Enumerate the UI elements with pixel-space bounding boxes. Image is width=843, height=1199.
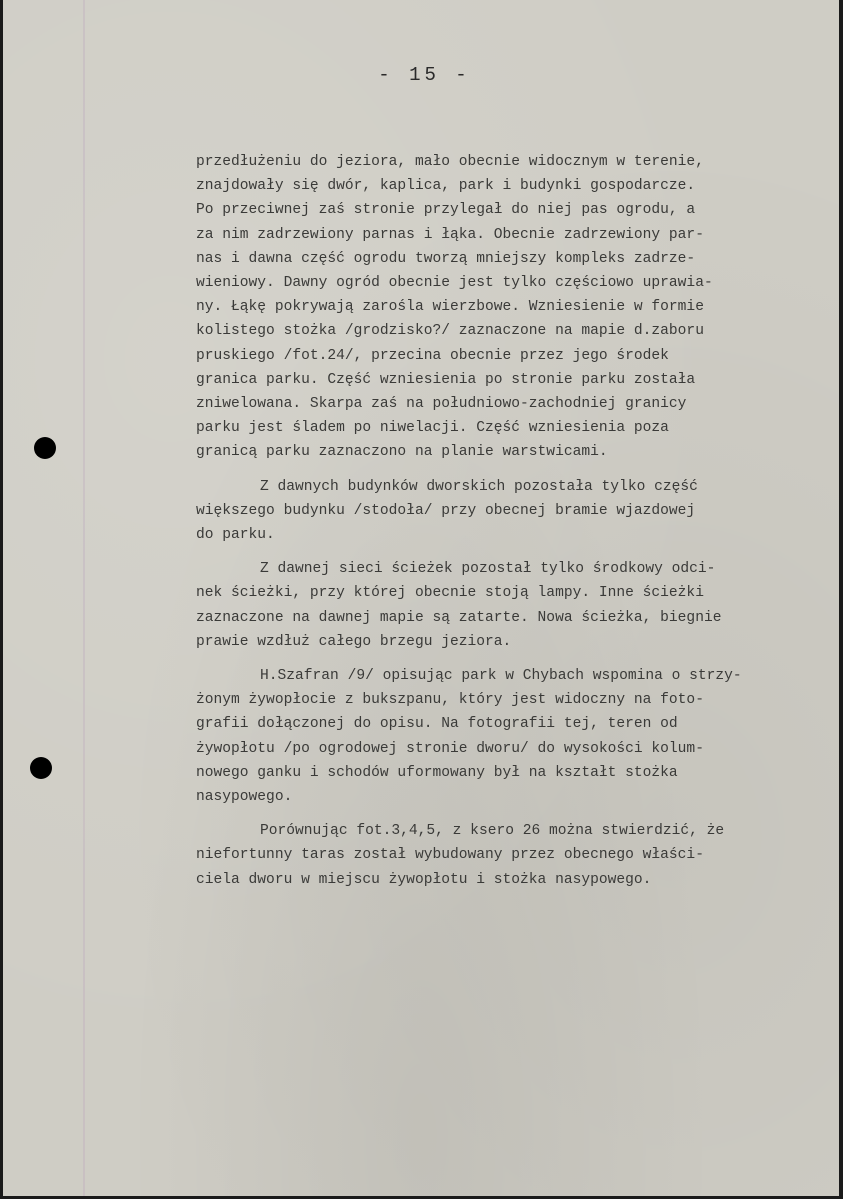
text-line: granica parku. Część wzniesienia po stronie parku została [196,371,696,388]
text-line: za nim zadrzewiony parnas i łąka. Obecnie zadrzewiony par- [196,226,704,243]
text-line: Z dawnych budynków dworskich pozostała tylko część [260,478,698,495]
text-line: pruskiego /fot.24/, przecina obecnie przez jego środek [196,347,669,364]
paragraph-1 [196,150,836,465]
paragraph-5 [196,819,836,892]
text-line: wieniowy. Dawny ogród obecnie jest tylko częściowo uprawia- [196,275,713,292]
text-line: znajdowały się dwór, kaplica, park i budynki gospodarcze. [196,178,696,195]
text-line: prawie wzdłuż całego brzegu jeziora. [196,633,512,650]
text-line: nasypowego. [196,789,293,806]
text-line: nowego ganku i schodów uformowany był na kształt stożka [196,764,678,781]
punch-hole-icon [30,757,52,779]
text-line: żonym żywopłocie z bukszpanu, który jest widoczny na foto- [196,692,704,709]
text-line: nek ścieżki, przy której obecnie stoją lampy. Inne ścieżki [196,585,704,602]
text-line: do parku. [196,527,275,544]
document-body [196,150,836,902]
text-line: niefortunny taras został wybudowany przez obecnego właści- [196,847,704,864]
fold-line [83,0,85,1196]
text-line: granicą parku zaznaczono na planie warstwicami. [196,444,608,461]
text-line: kolistego stożka /grodzisko?/ zaznaczone na mapie d.zaboru [196,323,704,340]
text-line: H.Szafran /9/ opisując park w Chybach wspomina o strzy- [260,668,742,685]
text-line: zniwelowana. Skarpa zaś na południowo-zachodniej granicy [196,396,687,413]
text-line: przedłużeniu do jeziora, mało obecnie widocznym w terenie, [196,154,704,170]
document-page [3,0,839,1196]
text-line: ciela dworu w miejscu żywopłotu i stożka nasypowego. [196,871,652,888]
paragraph-3 [196,557,836,654]
text-line: nas i dawna część ogrodu tworzą mniejszy kompleks zadrze- [196,250,696,267]
text-line: większego budynku /stodoła/ przy obecnej bramie wjazdowej [196,502,696,519]
text-line: Z dawnej sieci ścieżek pozostał tylko środkowy odci- [260,561,716,578]
page-number: - 15 - [378,64,471,86]
punch-hole-icon [34,437,56,459]
text-line: grafii dołączonej do opisu. Na fotografii tej, teren od [196,716,678,733]
text-line: Po przeciwnej zaś stronie przylegał do niej pas ogrodu, a [196,202,696,219]
text-line: żywopłotu /po ogrodowej stronie dworu/ do wysokości kolum- [196,740,704,757]
paragraph-2 [196,475,836,548]
text-line: zaznaczone na dawnej mapie są zatarte. Nowa ścieżka, biegnie [196,609,722,626]
text-line: parku jest śladem po niwelacji. Część wzniesienia poza [196,420,669,437]
paragraph-4 [196,664,836,809]
text-line: Porównując fot.3,4,5, z ksero 26 można stwierdzić, że [260,823,725,840]
text-line: ny. Łąkę pokrywają zarośla wierzbowe. Wzniesienie w formie [196,299,704,316]
